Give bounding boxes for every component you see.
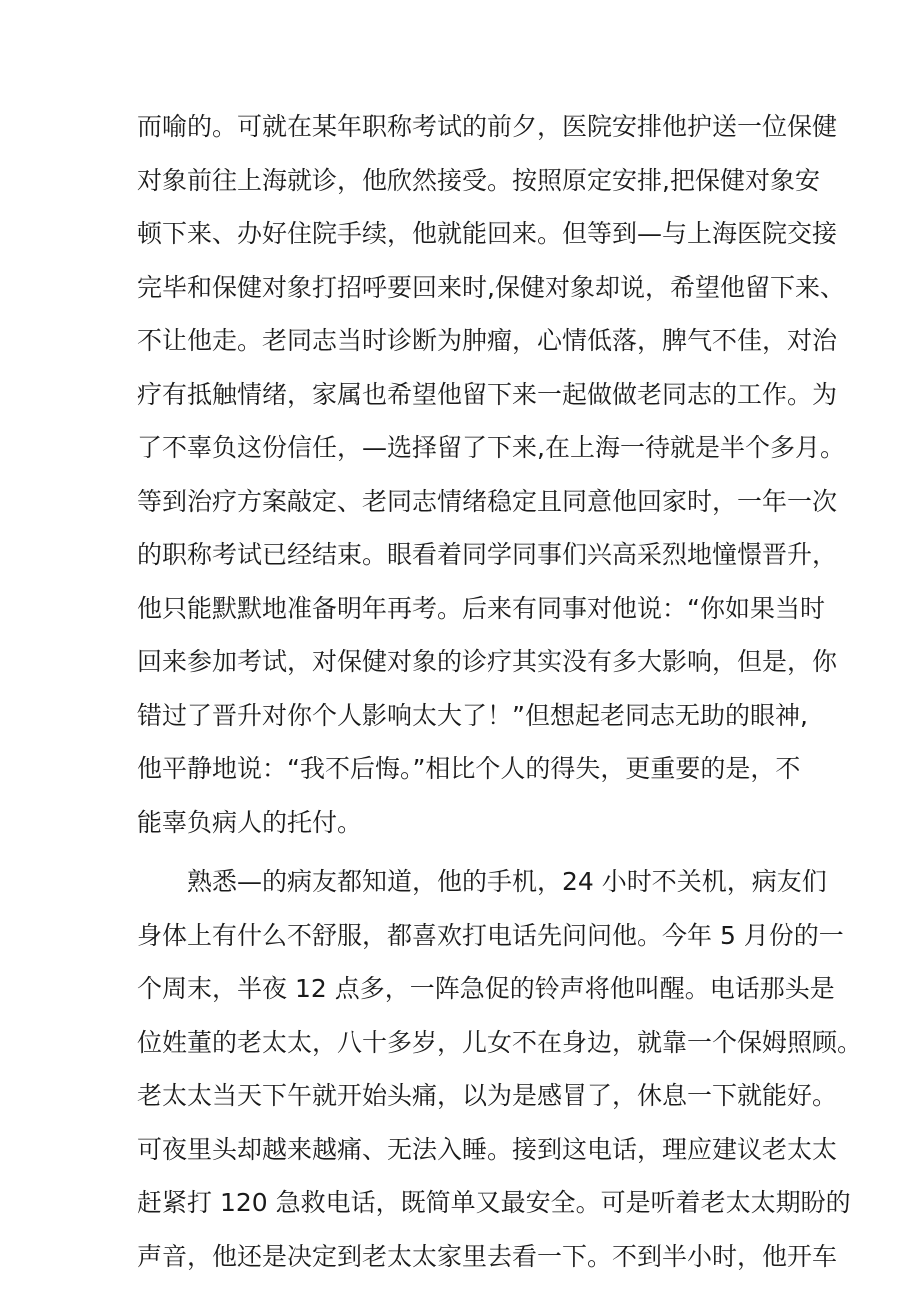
text-line: 他平静地说：“我不后悔。”相比个人的得失，更重要的是，不 <box>137 754 801 783</box>
text-line: 而喻的。可就在某年职称考试的前夕，医院安排他护送一位保健 <box>137 112 838 141</box>
text-line: 回来参加考试，对保健对象的诊疗其实没有多大影响，但是，你 <box>137 647 838 676</box>
text-line: 不让他走。老同志当时诊断为肿瘤，心情低落，脾气不佳，对治 <box>137 326 838 355</box>
text-line: 声音，他还是决定到老太太家里去看一下。不到半小时，他开车 <box>137 1242 838 1271</box>
text-line: 身体上有什么不舒服，都喜欢打电话先问问他。今年 5 月份的一 <box>137 921 844 950</box>
text-line: 顿下来、办好住院手续，他就能回来。但等到—与上海医院交接 <box>137 219 838 248</box>
text-line: 赶紧打 120 急救电话，既简单又最安全。可是听着老太太期盼的 <box>137 1188 851 1217</box>
text-line: 可夜里头却越来越痛、无法入睡。接到这电话，理应建议老太太 <box>137 1135 838 1164</box>
text-line: 了不辜负这份信任，—选择留了下来,在上海一待就是半个多月。 <box>137 433 845 462</box>
text-line: 他只能默默地准备明年再考。后来有同事对他说：“你如果当时 <box>137 594 825 623</box>
text-line: 等到治疗方案敲定、老同志情绪稳定且同意他回家时，一年一次 <box>137 487 838 516</box>
text-line: 熟悉—的病友都知道，他的手机，24 小时不关机，病友们 <box>187 867 827 896</box>
text-line: 疗有抵触情绪，家属也希望他留下来一起做做老同志的工作。为 <box>137 380 838 409</box>
text-line: 对象前往上海就诊，他欣然接受。按照原定安排,把保健对象安 <box>137 166 820 195</box>
text-line: 个周末，半夜 12 点多，一阵急促的铃声将他叫醒。电话那头是 <box>137 974 835 1003</box>
text-line: 老太太当天下午就开始头痛，以为是感冒了，休息一下就能好。 <box>137 1081 838 1110</box>
text-line: 完毕和保健对象打招呼要回来时,保健对象却说，希望他留下来、 <box>137 273 845 302</box>
text-line: 位姓董的老太太，八十多岁，儿女不在身边，就靠一个保姆照顾。 <box>137 1028 863 1057</box>
text-line: 能辜负病人的托付。 <box>137 808 363 837</box>
text-line: 的职称考试已经结束。眼看着同学同事们兴高采烈地憧憬晋升， <box>137 540 838 569</box>
text-line: 错过了晋升对你个人影响太大了！”但想起老同志无助的眼神, <box>137 701 808 730</box>
